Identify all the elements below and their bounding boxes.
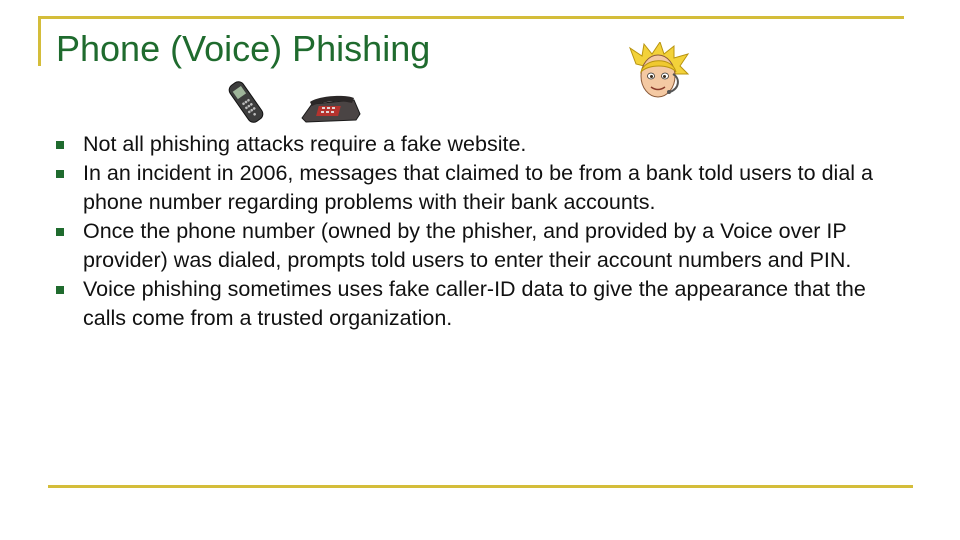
bullet-text: Voice phishing sometimes uses fake caller-ID data to give the appearance that the calls come from a trusted organization. [83, 277, 866, 330]
square-bullet-icon [56, 141, 64, 149]
top-border-line [38, 16, 904, 19]
left-border-line [38, 16, 41, 66]
bullet-text: Not all phishing attacks require a fake website. [83, 132, 527, 156]
square-bullet-icon [56, 170, 64, 178]
bullet-text: In an incident in 2006, messages that claimed to be from a bank told users to dial a phone number regarding problems with their bank accounts. [83, 161, 873, 214]
square-bullet-icon [56, 228, 64, 236]
slide-title: Phone (Voice) Phishing [56, 28, 431, 69]
bullet-item [56, 130, 876, 159]
bullet-list [56, 130, 876, 333]
bullet-item [56, 159, 876, 217]
bottom-border-line [48, 485, 913, 488]
desk-phone-icon [298, 94, 362, 124]
phone-agent-icon [626, 42, 692, 104]
bullet-item [56, 217, 876, 275]
cell-phone-icon [222, 78, 270, 126]
bullet-text: Once the phone number (owned by the phisher, and provided by a Voice over IP provider) was dialed, prompts told users to enter their account numbers and PIN. [83, 219, 852, 272]
square-bullet-icon [56, 286, 64, 294]
bullet-item [56, 275, 876, 333]
